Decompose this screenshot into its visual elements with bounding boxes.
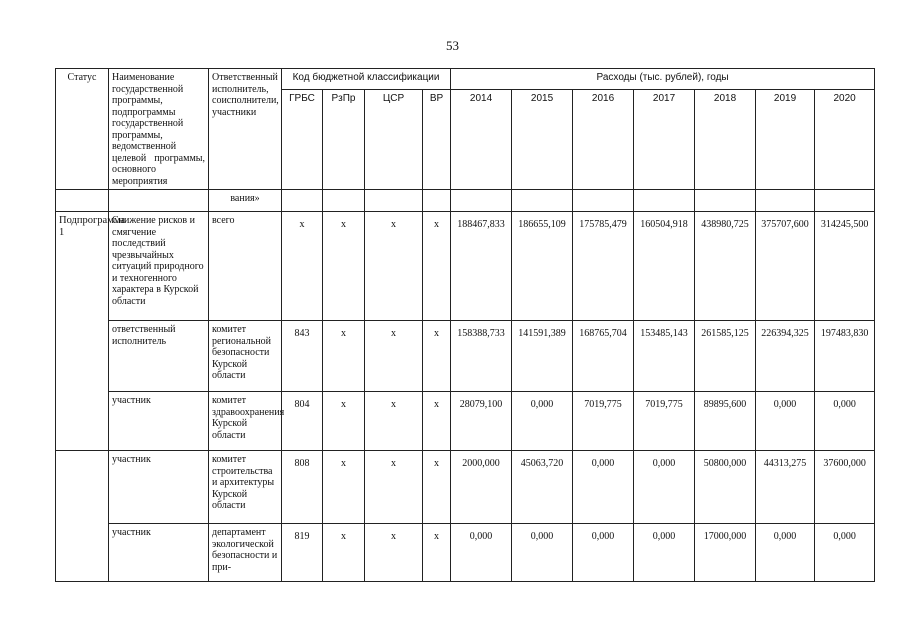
row-grbs: 819 (282, 524, 323, 582)
row-rzpr: x (323, 392, 365, 451)
header-year: 2015 (512, 89, 573, 190)
row-value: 2000,000 (451, 451, 512, 524)
row-value: 0,000 (512, 392, 573, 451)
row-value: 7019,775 (634, 392, 695, 451)
table-row (56, 321, 875, 392)
row-value: 438980,725 (695, 212, 756, 321)
header-year: 2019 (756, 89, 815, 190)
table-row (56, 212, 875, 321)
row-value: 0,000 (512, 524, 573, 582)
row-name: участник (109, 451, 209, 524)
header-row-1 (56, 69, 875, 90)
row-value: 314245,500 (815, 212, 875, 321)
row-value: 168765,704 (573, 321, 634, 392)
row-vr: x (423, 392, 451, 451)
row-grbs: 804 (282, 392, 323, 451)
cell-empty (56, 190, 109, 212)
row-vr: x (423, 524, 451, 582)
row-grbs: 808 (282, 451, 323, 524)
row-name: участник (109, 392, 209, 451)
cell-empty (109, 190, 209, 212)
row-rzpr: x (323, 212, 365, 321)
row-name: ответственный исполнитель (109, 321, 209, 392)
row-value: 375707,600 (756, 212, 815, 321)
row-value: 141591,389 (512, 321, 573, 392)
row-value: 7019,775 (573, 392, 634, 451)
row-rzpr: x (323, 524, 365, 582)
row-csr: x (365, 392, 423, 451)
row-value: 0,000 (756, 524, 815, 582)
row-csr: x (365, 321, 423, 392)
header-expenses: Расходы (тыс. рублей), годы (451, 69, 875, 90)
row-grbs: x (282, 212, 323, 321)
page-number: 53 (446, 38, 459, 53)
row-value: 188467,833 (451, 212, 512, 321)
row-value: 17000,000 (695, 524, 756, 582)
row-value: 45063,720 (512, 451, 573, 524)
row-value: 160504,918 (634, 212, 695, 321)
row-value: 0,000 (634, 451, 695, 524)
row-value: 261585,125 (695, 321, 756, 392)
row-rzpr: x (323, 321, 365, 392)
header-year: 2020 (815, 89, 875, 190)
row-value: 44313,275 (756, 451, 815, 524)
row-rzpr: x (323, 451, 365, 524)
row-name: Снижение рисков и смягчение последствий чрезвычайных ситуаций природного и техногенного характера в Курской области (109, 212, 209, 321)
row-value: 226394,325 (756, 321, 815, 392)
row-value: 0,000 (451, 524, 512, 582)
budget-table (55, 68, 875, 582)
header-vr: ВР (423, 89, 451, 190)
row-value: 0,000 (815, 392, 875, 451)
header-responsible: Ответственный исполнитель, соисполнители, участники (209, 69, 282, 190)
row-value: 158388,733 (451, 321, 512, 392)
row-value: 0,000 (634, 524, 695, 582)
header-year: 2017 (634, 89, 695, 190)
row-name: участник (109, 524, 209, 582)
continuation-row (56, 190, 875, 212)
header-name: Наименование государственной программы, подпрограммы государственной программы, ведомственной целевой программы, основного мероприятия (109, 69, 209, 190)
row-vr: x (423, 321, 451, 392)
row-responsible: комитет региональной безопасности Курской области (209, 321, 282, 392)
row-value: 28079,100 (451, 392, 512, 451)
table-row (56, 451, 875, 524)
row-responsible: всего (209, 212, 282, 321)
row-value: 197483,830 (815, 321, 875, 392)
table-row (56, 524, 875, 582)
row-value: 186655,109 (512, 212, 573, 321)
header-rzpr: РзПр (323, 89, 365, 190)
row-status (56, 451, 109, 524)
row-responsible: комитет строительства и архитектуры Курской области (209, 451, 282, 524)
row-status (56, 392, 109, 451)
row-value: 50800,000 (695, 451, 756, 524)
row-status (56, 321, 109, 392)
row-value: 0,000 (756, 392, 815, 451)
row-responsible: комитет здравоохранения Курской области (209, 392, 282, 451)
row-csr: x (365, 212, 423, 321)
row-value: 0,000 (573, 451, 634, 524)
row-value: 175785,479 (573, 212, 634, 321)
row-value: 153485,143 (634, 321, 695, 392)
header-budget-code: Код бюджетной классификации (282, 69, 451, 90)
row-status: Подпрограмма 1 (56, 212, 109, 321)
row-csr: x (365, 524, 423, 582)
row-value: 37600,000 (815, 451, 875, 524)
header-grbs: ГРБС (282, 89, 323, 190)
row-value: 89895,600 (695, 392, 756, 451)
header-status: Статус (56, 69, 109, 190)
header-year: 2014 (451, 89, 512, 190)
header-year: 2018 (695, 89, 756, 190)
row-status (56, 524, 109, 582)
header-csr: ЦСР (365, 89, 423, 190)
row-vr: x (423, 451, 451, 524)
continuation-text: вания» (209, 190, 282, 212)
header-year: 2016 (573, 89, 634, 190)
row-csr: x (365, 451, 423, 524)
row-vr: x (423, 212, 451, 321)
row-value: 0,000 (573, 524, 634, 582)
table-row (56, 392, 875, 451)
row-grbs: 843 (282, 321, 323, 392)
row-value: 0,000 (815, 524, 875, 582)
row-responsible: департамент экологической безопасности и при- (209, 524, 282, 582)
